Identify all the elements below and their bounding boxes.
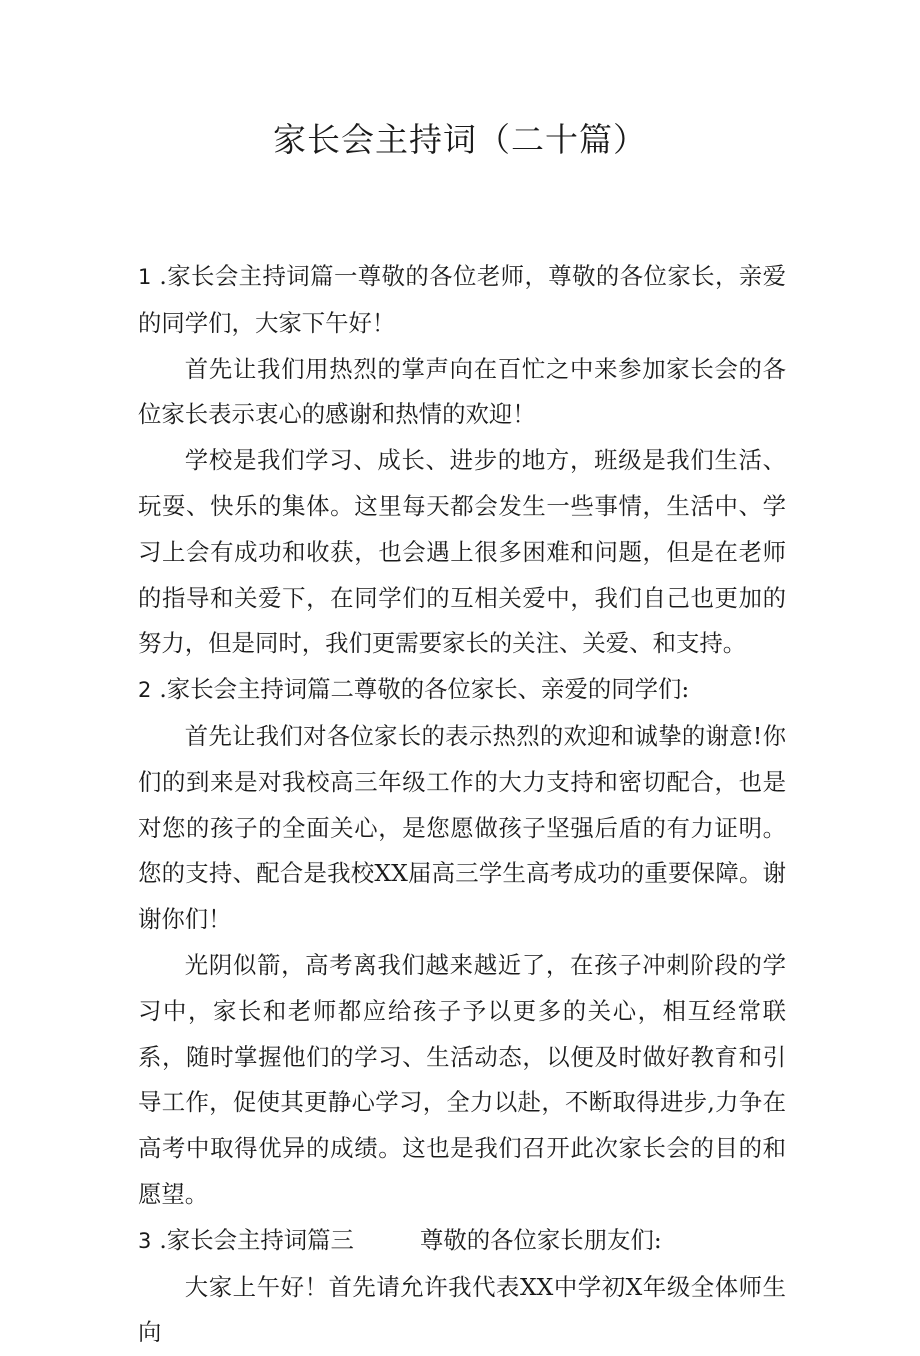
section-number: 1: [138, 265, 152, 289]
section-heading-text: .家长会主持词篇三: [159, 1225, 354, 1254]
document-body: [138, 254, 786, 1356]
paragraph: 首先让我们用热烈的掌声向在百忙之中来参加家长会的各位家长表示衷心的感谢和热情的欢迎！: [138, 354, 786, 429]
paragraph: 大家上午好！首先请允许我代表XX中学初X年级全体师生向: [138, 1272, 786, 1347]
document-title: 家长会主持词（二十篇）: [273, 120, 647, 159]
paragraph: 首先让我们对各位家长的表示热烈的欢迎和诚挚的谢意!你们的到来是对我校高三年级工作的大力支持和密切配合，也是对您的孩子的全面关心，是您愿做孩子坚强后盾的有力证明。您的支持、配合是我校XX届高三学生高考成功的重要保障。谢谢你们！: [138, 721, 786, 934]
section-heading-salutation: 尊敬的各位家长朋友们:: [419, 1225, 662, 1254]
section-heading-1: [138, 254, 786, 347]
section-heading-text: .家长会主持词篇二尊敬的各位家长、亲爱的同学们:: [159, 675, 690, 704]
section-heading-3: [138, 1218, 786, 1265]
section-number: 3: [138, 1228, 152, 1253]
section-heading-text: .家长会主持词篇一尊敬的各位老师，尊敬的各位家长，亲爱的同学们，大家下午好！: [138, 262, 786, 337]
section-heading-2: [138, 667, 786, 714]
paragraph: 学校是我们学习、成长、进步的地方，班级是我们生活、玩耍、快乐的集体。这里每天都会发生一些事情，生活中、学习上会有成功和收获，也会遇上很多困难和问题，但是在老师的指导和关爱下，在同学们的互相关爱中，我们自己也更加的努力，但是同时，我们更需要家长的关注、关爱、和支持。: [138, 446, 786, 658]
section-number: 2: [138, 678, 152, 703]
paragraph: 光阴似箭，高考离我们越来越近了，在孩子冲刺阶段的学习中，家长和老师都应给孩子予以更多的关心，相互经常联系，随时掌握他们的学习、生活动态，以便及时做好教育和引导工作，促使其更静心学习，全力以赴，不断取得进步,力争在高考中取得优异的成绩。这也是我们召开此次家长会的目的和愿望。: [138, 950, 786, 1208]
